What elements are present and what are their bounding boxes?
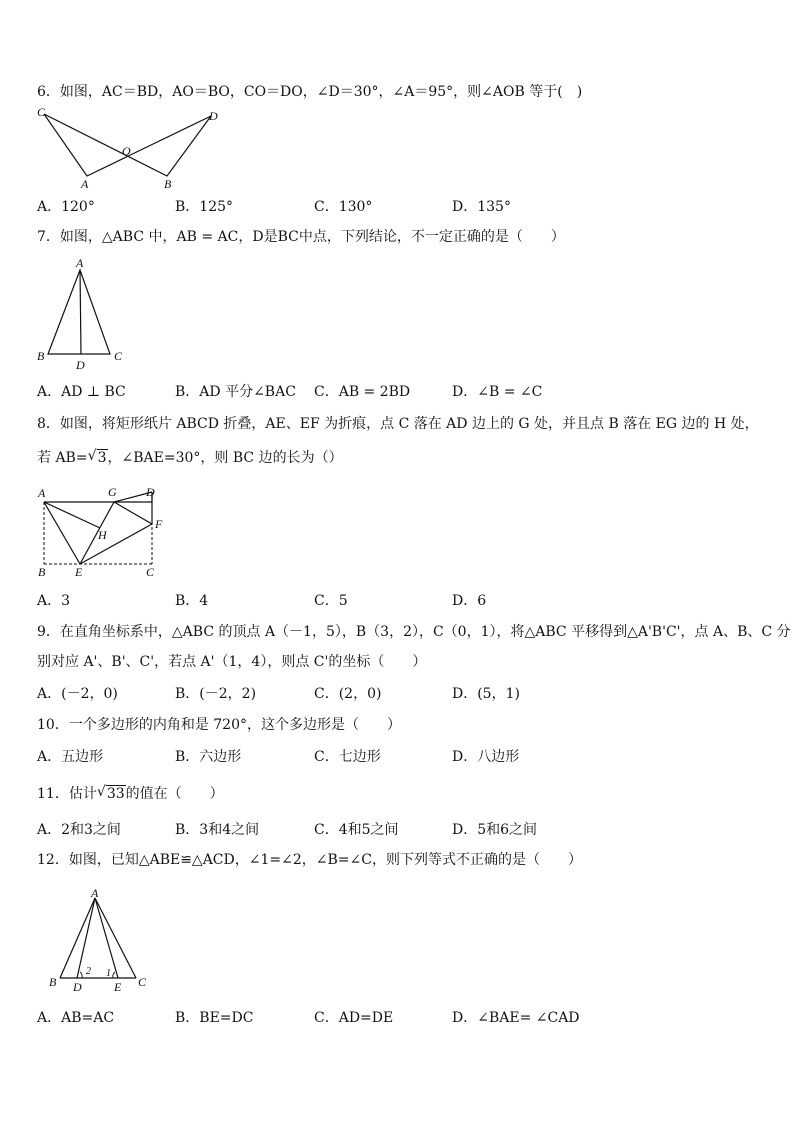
q9-option-b[interactable]: B．(－2，2) — [175, 686, 257, 702]
q12-option-b[interactable]: B．BE=DC — [175, 1010, 254, 1026]
q8-stem-line1: 8．如图，将矩形纸片 ABCD 折叠，AE、EF 为折痕，点 C 落在 AD 边上的 G 处，并且点 B 落在 EG 边的 H 处， — [37, 416, 759, 432]
q12-label-A: A — [91, 886, 99, 900]
q8-stem-post: ，∠BAE=30°，则 BC 边的长为（） — [107, 450, 343, 466]
q7-label-D: D — [76, 358, 85, 372]
q9-option-a[interactable]: A．(－2，0) — [37, 686, 118, 702]
q8-figure — [36, 484, 166, 580]
q7-label-B: B — [37, 349, 45, 363]
q12-label-B: B — [49, 975, 57, 989]
q8-stem-line2 — [37, 448, 343, 468]
q11-stem-post: 的值在（ ） — [125, 786, 224, 802]
q7-option-d[interactable]: D．∠B = ∠C — [452, 384, 543, 400]
q6-figure — [36, 105, 226, 191]
q8-label-C: C — [146, 565, 155, 579]
q6-label-B: B — [164, 177, 172, 191]
q11-sqrt: √ 33 — [96, 784, 125, 802]
q6-label-O: O — [122, 144, 131, 158]
q8-option-a[interactable]: A．3 — [37, 593, 71, 609]
q7-label-A: A — [76, 256, 84, 270]
q11-sqrt-radicand: 33 — [106, 786, 125, 802]
q12-label-E: E — [114, 980, 122, 994]
q10-stem: 10．一个多边形的内角和是 720°，这个多边形是（ ） — [37, 717, 401, 733]
q7-option-b[interactable]: B．AD 平分∠BAC — [175, 384, 296, 400]
q8-label-G: G — [108, 485, 117, 499]
q6-stem: 6．如图，AC＝BD，AO＝BO，CO＝DO，∠D＝30°，∠A＝95°，则∠AOB 等于( ) — [37, 84, 583, 100]
q11-option-a[interactable]: A．2和3之间 — [37, 822, 121, 838]
q10-option-c[interactable]: C．七边形 — [314, 749, 381, 765]
q7-option-c[interactable]: C．AB = 2BD — [314, 384, 411, 400]
q12-option-a[interactable]: A．AB=AC — [37, 1010, 115, 1026]
q12-label-C: C — [138, 975, 147, 989]
q8-label-A: A — [38, 486, 46, 500]
q11-option-d[interactable]: D．5和6之间 — [452, 822, 538, 838]
q8-option-b[interactable]: B．4 — [175, 593, 209, 609]
q12-label-D: D — [73, 980, 82, 994]
q8-sqrt-radicand: 3 — [97, 450, 107, 466]
q8-label-D: D — [146, 485, 155, 499]
q7-figure — [36, 256, 136, 374]
q8-stem-pre: 若 AB= — [37, 450, 88, 466]
q7-stem: 7．如图，△ABC 中，AB = AC，D是BC中点，下列结论，不一定正确的是（ ） — [37, 229, 565, 245]
q12-option-c[interactable]: C．AD=DE — [314, 1010, 394, 1026]
q12-option-d[interactable]: D．∠BAE= ∠CAD — [452, 1010, 580, 1026]
q10-option-a[interactable]: A．五边形 — [37, 749, 104, 765]
q8-sqrt: √ 3 — [87, 448, 107, 466]
q8-label-B: B — [38, 565, 46, 579]
q9-stem-line2: 别对应 A'、B'、C'，若点 A'（1，4），则点 C'的坐标（ ） — [37, 654, 427, 670]
q8-label-F: F — [155, 517, 163, 531]
q6-label-A: A — [81, 177, 89, 191]
q12-label-angle2: 2 — [86, 966, 91, 977]
q8-option-c[interactable]: C．5 — [314, 593, 348, 609]
q12-label-angle1: 1 — [106, 968, 111, 979]
q8-option-d[interactable]: D．6 — [452, 593, 487, 609]
q11-option-b[interactable]: B．3和4之间 — [175, 822, 260, 838]
q8-label-E: E — [75, 565, 83, 579]
q11-stem — [37, 784, 224, 804]
q9-option-c[interactable]: C．(2，0) — [314, 686, 382, 702]
q11-option-c[interactable]: C．4和5之间 — [314, 822, 399, 838]
q6-option-b[interactable]: B．125° — [175, 199, 234, 215]
q6-option-d[interactable]: D．135° — [452, 199, 511, 215]
q7-option-a[interactable]: A．AD ⊥ BC — [37, 384, 126, 400]
q8-label-H: H — [98, 528, 107, 542]
q6-label-D: D — [209, 109, 218, 123]
q11-stem-pre: 11．估计 — [37, 786, 97, 802]
q12-figure — [46, 888, 156, 992]
q10-option-b[interactable]: B．六边形 — [175, 749, 242, 765]
q10-option-d[interactable]: D．八边形 — [452, 749, 520, 765]
q12-stem: 12．如图，已知△ABE≌△ACD，∠1=∠2，∠B=∠C，则下列等式不正确的是（ ） — [37, 852, 582, 868]
q6-option-c[interactable]: C．130° — [314, 199, 373, 215]
q9-option-d[interactable]: D．(5，1) — [452, 686, 520, 702]
q7-label-C: C — [114, 349, 123, 363]
q6-label-C: C — [37, 105, 46, 119]
q6-option-a[interactable]: A．120° — [37, 199, 95, 215]
q9-stem-line1: 9．在直角坐标系中，△ABC 的顶点 A（－1，5），B（3，2），C（0，1），将△ABC 平移得到△A'B'C'，点 A、B、C 分 — [37, 624, 791, 640]
